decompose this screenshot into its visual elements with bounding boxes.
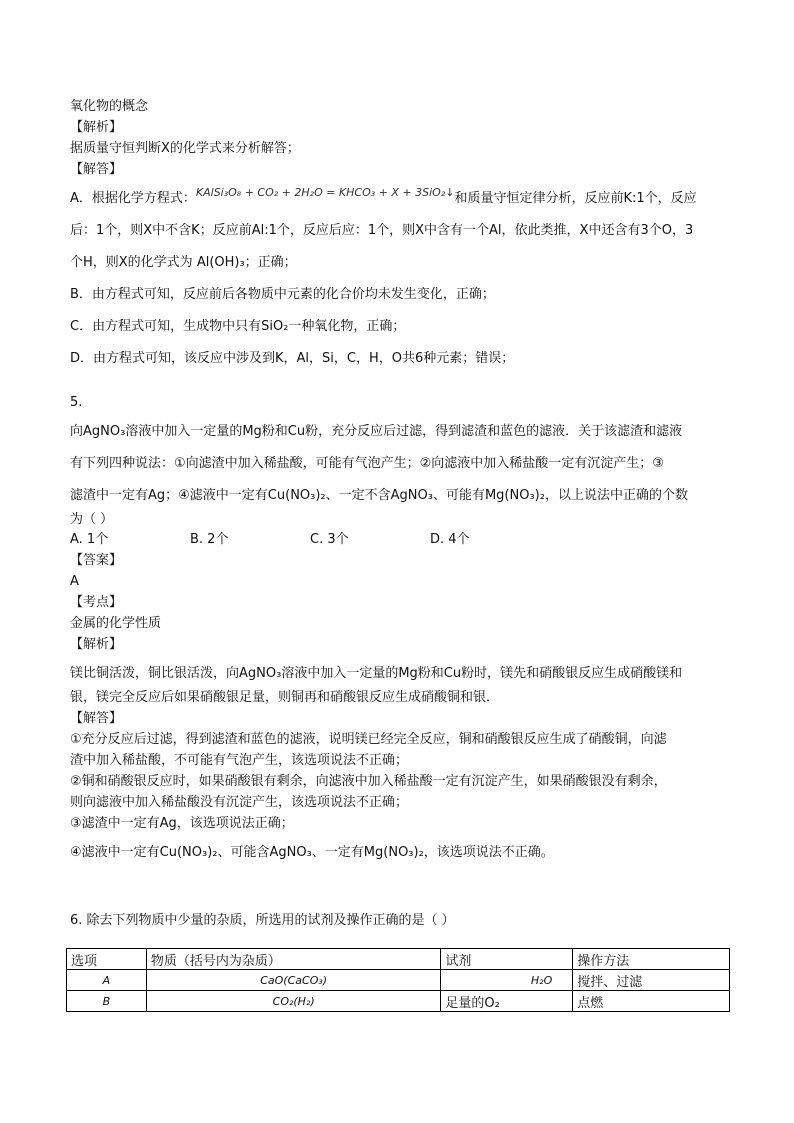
- chemical-equation: KAlSi₃O₈ + CO₂ + 2H₂O = KHCO₃ + X + 3SiO₂↓: [195, 186, 455, 199]
- question-6-stem: 6. 除去下列物质中少量的杂质，所选用的试剂及操作正确的是（ ）: [70, 913, 455, 928]
- solution-c: C．由方程式可知，生成物中只有SiO₂一种氧化物，正确；: [70, 319, 406, 334]
- option-b: B. 2个: [190, 532, 229, 547]
- table-row: [67, 970, 730, 991]
- kaodian-text: 金属的化学性质: [70, 616, 162, 631]
- table-cell: 足量的O₂: [441, 991, 573, 1012]
- solution-a-cont: 和质量守恒定律分析，反应前K:1个，反应: [454, 191, 697, 206]
- table-cell: CO₂(H₂): [146, 991, 441, 1012]
- table-cell: 点燃: [573, 991, 730, 1012]
- q5-solution-label: 【解答】: [70, 711, 123, 726]
- question-5-stem-3: 滤渣中一定有Ag；④滤液中一定有Cu(NO₃)₂、一定不含AgNO₃、可能有Mg(NO₃)₂，以上说法中正确的个数: [70, 488, 688, 503]
- q5-solution-6: ④滤液中一定有Cu(NO₃)₂、可能含AgNO₃、一定有Mg(NO₃)₂，该选项说法不正确。: [70, 845, 554, 860]
- solution-d: D．由方程式可知，该反应中涉及到K，Al，Si，C，H，O共6种元素；错误；: [70, 351, 515, 366]
- kaodian-label: 【考点】: [70, 595, 123, 610]
- option-d: D. 4个: [430, 532, 470, 547]
- table-cell: B: [67, 991, 147, 1012]
- question-5-stem-1: 向AgNO₃溶液中加入一定量的Mg粉和Cu粉，充分反应后过滤，得到滤渣和蓝色的滤液．关于该滤渣和滤液: [70, 424, 683, 439]
- solution-a-line3: 个H，则X的化学式为 Al(OH)₃；正确；: [70, 255, 297, 270]
- question-6-table: [66, 948, 730, 1012]
- solution-a-intro: A．根据化学方程式：: [70, 191, 196, 206]
- table-cell: A: [67, 970, 147, 991]
- analysis-text: 据质量守恒判断X的化学式来分析解答；: [70, 141, 300, 156]
- table-cell: 搅拌、过滤: [573, 970, 730, 991]
- answer-label: 【答案】: [70, 553, 123, 568]
- answer-value: A: [70, 574, 79, 589]
- question-5-stem-2: 有下列四种说法：①向滤渣中加入稀盐酸，可能有气泡产生；②向滤液中加入稀盐酸一定有沉淀产生；③: [70, 456, 664, 471]
- table-row: [67, 991, 730, 1012]
- table-header-row: [67, 949, 730, 970]
- document-body: [70, 96, 730, 866]
- solution-a-line1: [70, 186, 730, 212]
- q5-analysis-label: 【解析】: [70, 637, 123, 652]
- question-5-stem-4: 为（ ）: [70, 512, 114, 527]
- question-5-number: 5.: [70, 395, 83, 410]
- concept-text: 氧化物的概念: [70, 99, 149, 114]
- table-header: 物质（括号内为杂质）: [146, 949, 441, 970]
- table-header: 选项: [67, 949, 147, 970]
- q5-analysis-2: 银，镁完全反应后如果硝酸银足量，则铜再和硝酸银反应生成硝酸铜和银．: [70, 690, 500, 705]
- option-a: A. 1个: [70, 532, 109, 547]
- table-cell: CaO(CaCO₃): [146, 970, 441, 991]
- analysis-label: 【解析】: [70, 120, 123, 135]
- solution-b: B．由方程式可知，反应前后各物质中元素的化合价均未发生变化，正确；: [70, 287, 495, 302]
- option-c: C. 3个: [310, 532, 349, 547]
- q5-solution-3: ②铜和硝酸银反应时，如果硝酸银有剩余，向滤液中加入稀盐酸一定有沉淀产生，如果硝酸银没有剩余，: [70, 774, 667, 789]
- q5-solution-4: 则向滤液中加入稀盐酸没有沉淀产生，该选项说法不正确；: [70, 795, 409, 810]
- question-5-options: [70, 530, 730, 550]
- q5-solution-2: 渣中加入稀盐酸，不可能有气泡产生，该选项说法不正确；: [70, 753, 409, 768]
- solution-label: 【解答】: [70, 162, 123, 177]
- table-header: 操作方法: [573, 949, 730, 970]
- q5-solution-5: ③滤渣中一定有Ag，该选项说法正确；: [70, 816, 294, 831]
- table-header: 试剂: [441, 949, 573, 970]
- table-cell: H₂O: [441, 970, 573, 991]
- q5-analysis-1: 镁比铜活泼，铜比银活泼，向AgNO₃溶液中加入一定量的Mg粉和Cu粉时，镁先和硝酸银反应生成硝酸镁和: [70, 666, 683, 681]
- solution-a-line2: 后：1个，则X中不含K；反应前Al:1个，反应后应：1个，则X中含有一个Al，依此类推，X中还含有3个O，3: [70, 223, 694, 238]
- q5-solution-1: ①充分反应后过滤，得到滤渣和蓝色的滤液，说明镁已经完全反应，铜和硝酸银反应生成了硝酸铜，向滤: [70, 732, 667, 747]
